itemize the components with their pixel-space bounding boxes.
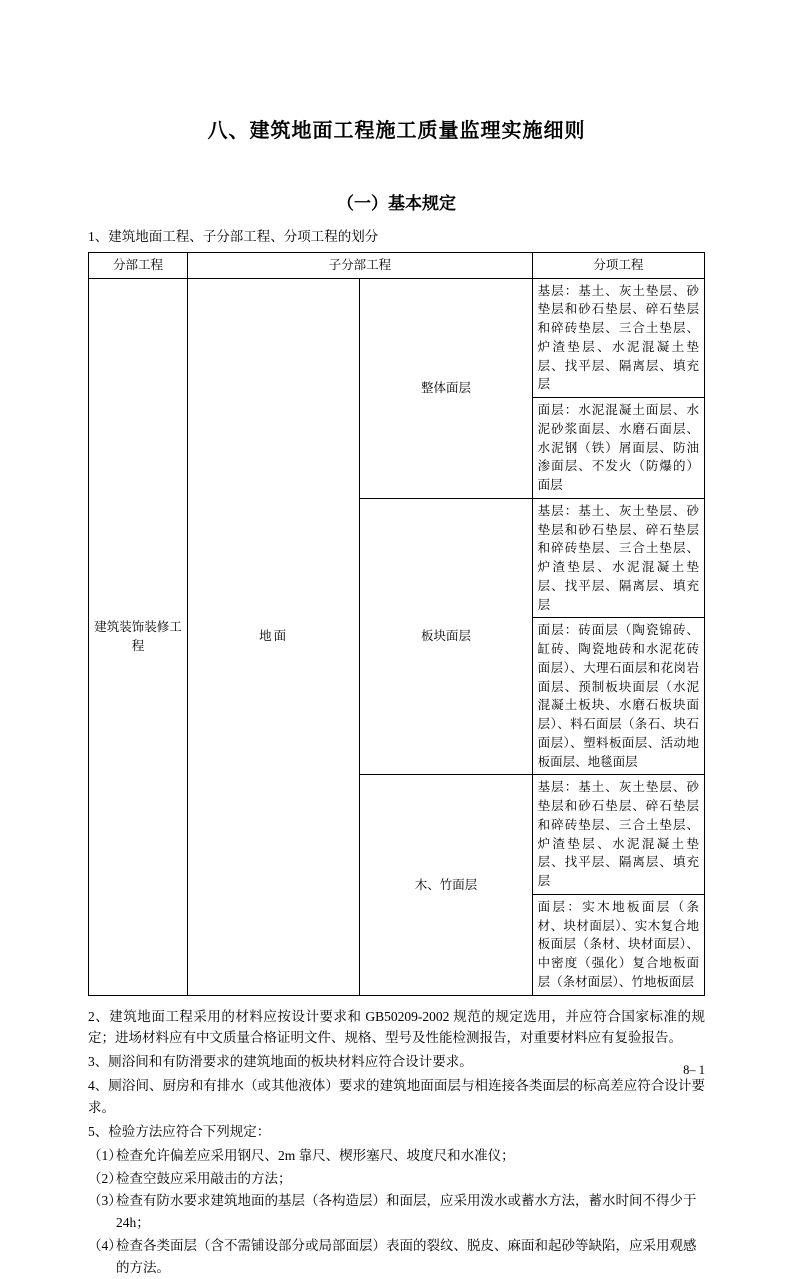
list-item-text: 检查空鼓应采用敲击的方法；: [116, 1170, 292, 1186]
cell-division: 建筑装饰装修工程: [89, 278, 188, 995]
cell-subdivision: 地面: [188, 278, 360, 995]
table-row: [89, 278, 705, 398]
table-header-row: [89, 252, 705, 278]
list-item: [88, 1168, 705, 1190]
cell-group-name: 整体面层: [360, 278, 532, 498]
list-item-marker: （2）: [88, 1170, 122, 1186]
list-item: [88, 1235, 705, 1279]
header-subdivision: 子分部工程: [188, 252, 533, 278]
list-item-marker: （3）: [88, 1193, 122, 1209]
list-item-marker: （1）: [88, 1147, 122, 1163]
header-item: 分项工程: [532, 252, 704, 278]
intro-paragraph: 1、建筑地面工程、子分部工程、分项工程的划分: [88, 229, 379, 244]
cell-group-detail: 面层：砖面层（陶瓷锦砖、缸砖、陶瓷地砖和水泥花砖面层）、大理石面层和花岗岩面层、预制板块面层（水泥混凝土板块、水磨石板块面层）、料石面层（条石、块石面层）、塑料板面层、活动地板面层、地毯面层: [532, 618, 704, 775]
page-title: 八、建筑地面工程施工质量监理实施细则: [207, 120, 586, 142]
cell-group-detail: 基层：基土、灰土垫层、砂垫层和砂石垫层、碎石垫层和碎砖垫层、三合土垫层、炉渣垫层、水泥混凝土垫层、找平层、隔离层、填充层: [532, 278, 704, 398]
paragraph-3: 3、厕浴间和有防滑要求的建筑地面的板块材料应符合设计要求。: [88, 1054, 473, 1070]
list-item-text: 检查各类面层（含不需铺设部分或局部面层）表面的裂纹、脱皮、麻面和起砂等缺陷，应采用观感的方法。: [116, 1238, 697, 1276]
classification-table: [88, 252, 705, 996]
page-number: 8– 1: [683, 1063, 705, 1077]
list-item: [88, 1190, 705, 1234]
paragraph-4: 4、厕浴间、厨房和有排水（或其他液体）要求的建筑地面面层与相连接各类面层的标高差应符合设计要求。: [88, 1078, 705, 1116]
cell-group-detail: 面层：实木地板面层（条材、块材面层）、实木复合地板面层（条材、块材面层）、中密度（强化）复合地板面层（条材面层）、竹地板面层: [532, 894, 704, 995]
cell-group-detail: 面层：水泥混凝土面层、水泥砂浆面层、水磨石面层、水泥钢（铁）屑面层、防油渗面层、不发火（防爆的）面层: [532, 398, 704, 499]
cell-group-name: 木、竹面层: [360, 775, 532, 995]
cell-group-detail: 基层：基土、灰土垫层、砂垫层和砂石垫层、碎石垫层和碎砖垫层、三合土垫层、炉渣垫层、水泥混凝土垫层、找平层、隔离层、填充层: [532, 775, 704, 895]
paragraph-2: 2、建筑地面工程采用的材料应按设计要求和 GB50209-2002 规范的规定选用，并应符合国家标准的规定；进场材料应有中文质量合格证明文件、规格、型号及性能检测报告，对重要材料应有复验报告。: [88, 1008, 705, 1046]
list-item: [88, 1145, 705, 1167]
list-item-text: 检查有防水要求建筑地面的基层（各构造层）和面层，应采用泼水或蓄水方法，蓄水时间不得少于 24h；: [116, 1193, 697, 1231]
paragraph-5: 5、检验方法应符合下列规定：: [88, 1123, 271, 1139]
header-division: 分部工程: [89, 252, 188, 278]
section-title: （一）基本规定: [337, 194, 456, 213]
cell-group-detail: 基层：基土、灰土垫层、砂垫层和砂石垫层、碎石垫层和碎砖垫层、三合土垫层、炉渣垫层、水泥混凝土垫层、找平层、隔离层、填充层: [532, 498, 704, 618]
cell-group-name: 板块面层: [360, 498, 532, 775]
list-item-marker: （4）: [88, 1238, 122, 1254]
list-item-text: 检查允许偏差应采用钢尺、2m 靠尺、楔形塞尺、坡度尺和水准仪；: [116, 1147, 515, 1163]
